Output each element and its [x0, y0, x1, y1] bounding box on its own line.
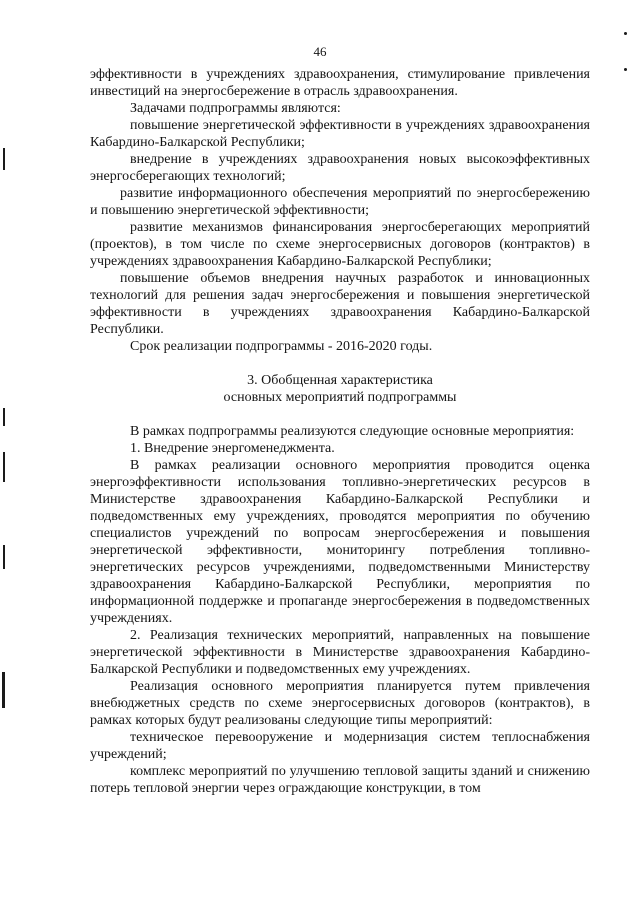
page-body — [90, 66, 590, 797]
paragraph: Срок реализации подпрограммы - 2016-2020 годы. — [130, 339, 433, 354]
scan-mark — [3, 408, 5, 426]
paragraph: повышение объемов внедрения научных разработок и инновационных технологий для решения задач энергосбережения и повышения энергетической эффективности в учреждениях здравоохранения Кабардино-Балкарской Республики. — [90, 271, 590, 337]
section-heading-line: 3. Обобщенная характеристика — [247, 373, 433, 388]
section-heading — [90, 372, 590, 406]
page-number: 46 — [313, 44, 327, 59]
list-item: 2. Реализация технических мероприятий, направленных на повышение энергетической эффективности в Министерстве здравоохранения Кабардино-Балкарской Республики и подведомственных ему учреждениях. — [90, 628, 590, 677]
scan-mark — [3, 545, 5, 569]
scan-mark — [3, 148, 5, 170]
paragraph: внедрение в учреждениях здравоохранения новых высокоэффективных энергосберегающих технологий; — [90, 152, 590, 184]
scan-mark — [3, 452, 5, 482]
paragraph: В рамках реализации основного мероприятия проводится оценка энергоэффективности использования топливно-энергетических ресурсов в Министерстве здравоохранения Кабардино-Балкарской Республики и подведомственных ему учреждениях, проводятся мероприятия по обучению специалистов учреждений по вопросам энергосбережения и повышения энергетической эффективности, мониторингу потребления топливно-энергетических ресурсов учреждениями, подведомственными Министерству здравоохранения Кабардино-Балкарской Республики, мероприятия по информационной поддержке и пропаганде энергосбережения в подведомственных учреждениях. — [90, 458, 590, 626]
paragraph: повышение энергетической эффективности в учреждениях здравоохранения Кабардино-Балкарской Республики; — [90, 118, 590, 150]
paragraph: развитие механизмов финансирования энергосберегающих мероприятий (проектов), в том числе по схеме энергосервисных договоров (контрактов) в учреждениях здравоохранения Кабардино-Балкарской Республики; — [90, 220, 590, 269]
paragraph: комплекс мероприятий по улучшению тепловой защиты зданий и снижению потерь тепловой энергии через ограждающие конструкции, в том — [90, 764, 590, 796]
paragraph: техническое перевооружение и модернизация систем теплоснабжения учреждений; — [90, 730, 590, 762]
paragraph: Реализация основного мероприятия планируется путем привлечения внебюджетных средств по схеме энергосервисных договоров (контрактов), в рамках которых будут реализованы следующие типы мероприятий: — [90, 679, 590, 728]
scan-mark — [624, 68, 627, 71]
list-item: 1. Внедрение энергоменеджмента. — [130, 441, 335, 456]
scan-mark — [2, 672, 5, 708]
paragraph: Задачами подпрограммы являются: — [130, 101, 341, 116]
paragraph: В рамках подпрограммы реализуются следующие основные мероприятия: — [130, 424, 575, 439]
paragraph: эффективности в учреждениях здравоохранения, стимулирование привлечения инвестиций на энергосбережение в отрасль здравоохранения. — [90, 67, 590, 99]
paragraph: развитие информационного обеспечения мероприятий по энергосбережению и повышению энергетической эффективности; — [90, 186, 590, 218]
scan-mark — [624, 32, 627, 35]
section-heading-line: основных мероприятий подпрограммы — [223, 390, 457, 405]
